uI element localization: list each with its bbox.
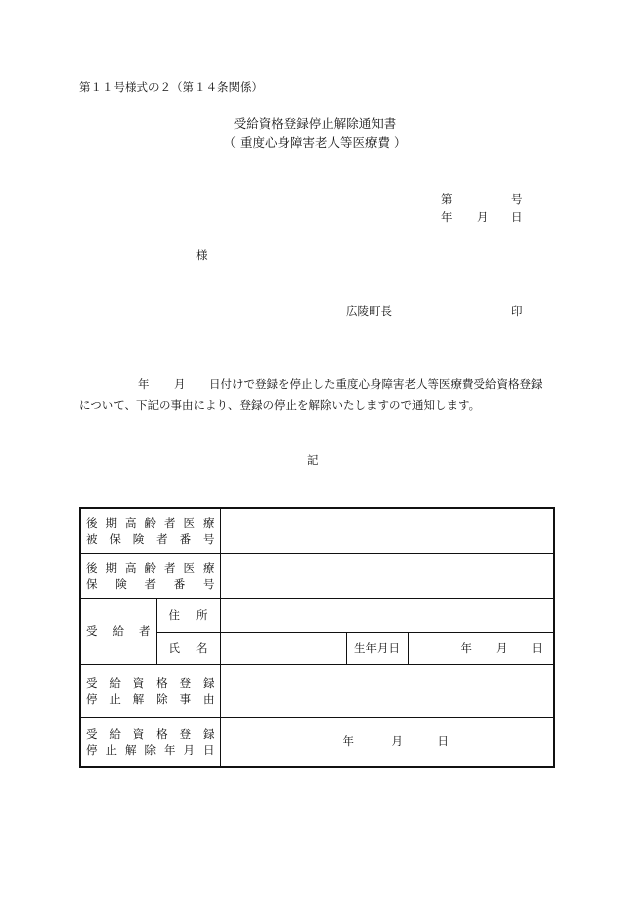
info-table	[79, 507, 555, 768]
birthdate-field[interactable]	[408, 632, 554, 664]
recipient-label	[80, 598, 156, 664]
insured-number-label-line2: 被 保 険 者 番 号	[86, 531, 215, 546]
birthdate-year: 年	[460, 641, 472, 655]
insured-number-field[interactable]	[220, 508, 554, 553]
insurer-number-label	[80, 553, 220, 598]
name-label-text: 氏 名	[168, 641, 208, 655]
body-line1: 日付けで登録を停止した重度心身障害老人等医療費受給資格登録	[209, 377, 543, 391]
body-year: 年	[138, 377, 150, 391]
table-row	[80, 508, 554, 553]
insurer-number-label-line1: 後 期 高 齢 者 医 療	[86, 560, 215, 575]
release-year: 年	[342, 733, 354, 748]
insurer-number-label-line2: 保 険 者 番 号	[86, 576, 215, 591]
document-title: 受給資格登録停止解除通知書	[233, 116, 397, 131]
address-label	[156, 598, 220, 632]
birthdate-month: 月	[496, 641, 508, 655]
table-row	[80, 717, 554, 767]
doc-number-suffix: 号	[511, 192, 523, 206]
insurer-number-field[interactable]	[220, 553, 554, 598]
release-date-label-line1: 受 給 資 格 登 録	[86, 726, 215, 741]
issuer-seal: 印	[511, 304, 523, 318]
release-date-label-line2: 停 止 解 除 年 月 日	[86, 742, 215, 757]
insured-number-label-line1: 後 期 高 齢 者 医 療	[86, 515, 215, 530]
table-row	[80, 664, 554, 717]
reason-label-line2: 停 止 解 除 事 由	[86, 691, 215, 706]
issue-day: 日	[511, 210, 523, 224]
doc-number-prefix: 第	[441, 192, 453, 206]
body-line2: について、下記の事由により、登録の停止を解除いたしますので通知します。	[79, 398, 481, 412]
release-month: 月	[391, 733, 403, 748]
issue-year: 年	[441, 210, 453, 224]
address-field[interactable]	[220, 598, 554, 632]
name-field[interactable]	[220, 632, 346, 664]
reason-label	[80, 664, 220, 717]
form-id: 第１１号様式の２（第１４条関係）	[79, 80, 263, 94]
reason-field[interactable]	[220, 664, 554, 717]
recipient-label-text: 受 給 者	[86, 624, 151, 638]
release-day: 日	[437, 733, 449, 748]
birthdate-label: 生年月日	[346, 632, 408, 664]
table-row	[80, 598, 554, 632]
table-row	[80, 553, 554, 598]
address-label-text: 住 所	[168, 608, 208, 622]
insured-number-label	[80, 508, 220, 553]
release-date-label	[80, 717, 220, 767]
addressee-honorific: 様	[196, 248, 208, 262]
issue-month: 月	[477, 210, 489, 224]
issuer-name: 広陵町長	[346, 304, 392, 318]
release-date-field[interactable]	[220, 717, 554, 767]
name-label	[156, 632, 220, 664]
reason-label-line1: 受 給 資 格 登 録	[86, 675, 215, 690]
document-subtitle: （ 重度心身障害老人等医療費 ）	[223, 135, 407, 150]
ki-heading: 記	[307, 453, 319, 467]
birthdate-day: 日	[531, 641, 543, 655]
body-month: 月	[174, 377, 186, 391]
